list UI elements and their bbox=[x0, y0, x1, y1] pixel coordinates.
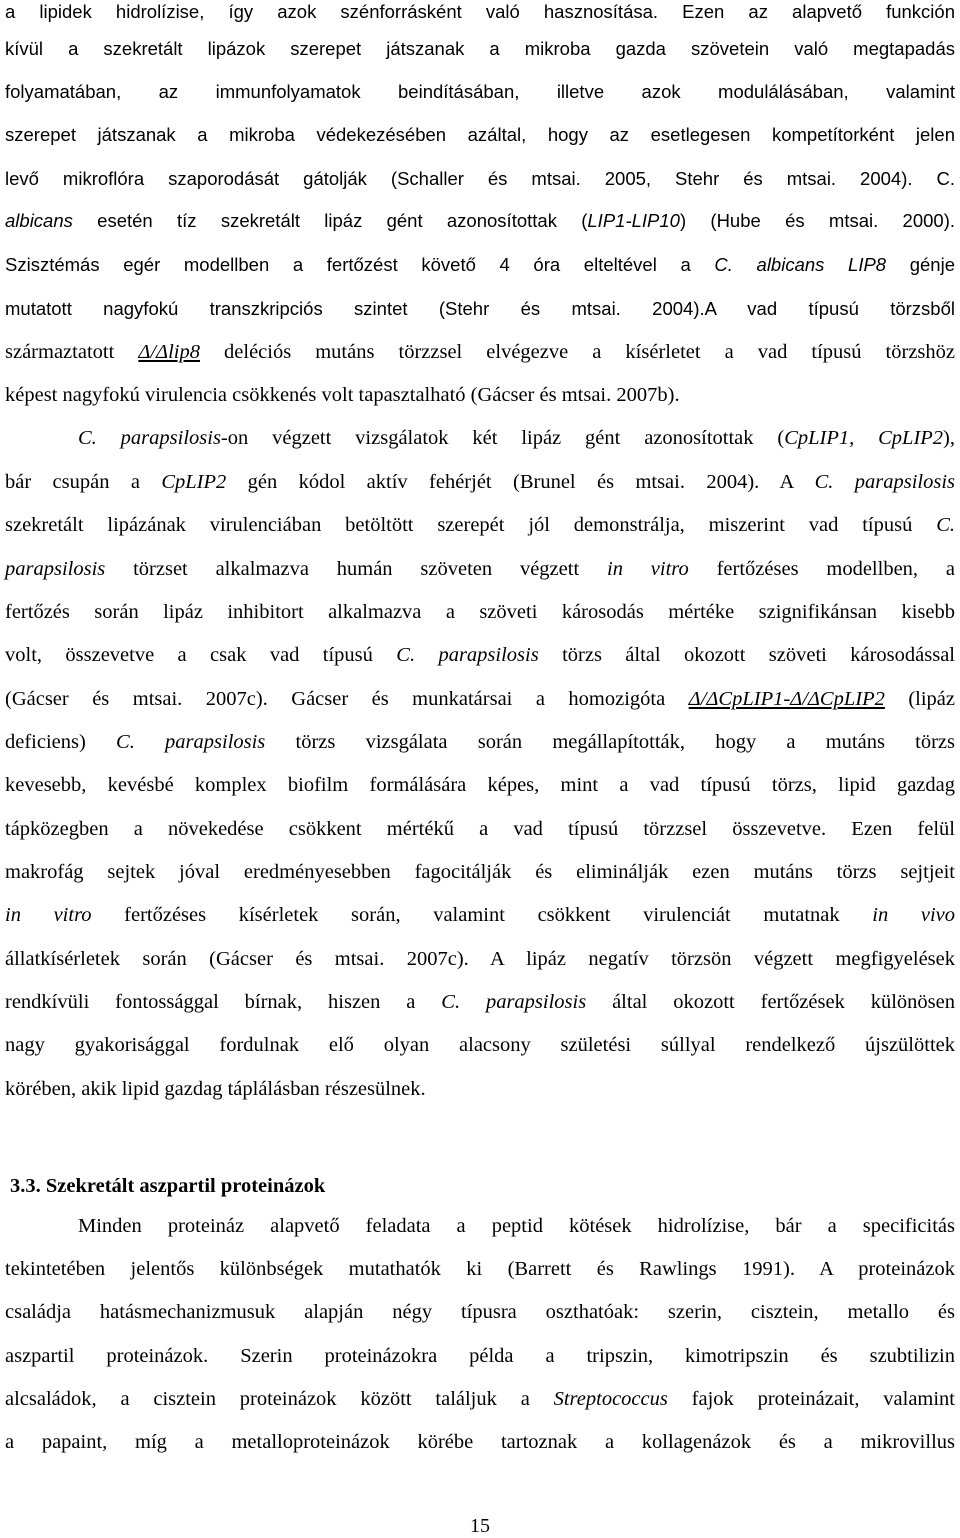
text-span: mutatott nagyfokú transzkripciós szintet (Stehr és mtsai. 2004).A vad típusú törzsből bbox=[5, 298, 955, 319]
text-span: bár csupán a bbox=[5, 471, 162, 493]
text-span: ), bbox=[943, 427, 955, 449]
text-span: körében, akik lipid gazdag táplálásban részesülnek. bbox=[5, 1078, 426, 1100]
text-span: nagy gyakorisággal fordulnak elő olyan alacsony születési súllyal rendelkező újszülöttek bbox=[5, 1034, 955, 1056]
italic-text: LIP1-LIP10 bbox=[587, 210, 680, 231]
text-span: ) (Hube és mtsai. 2000). bbox=[679, 210, 955, 231]
text-span: makrofág sejtek jóval eredményesebben fagocitálják és eliminálják ezen mutáns törzs sejtjeit bbox=[5, 861, 955, 883]
text-span: gén kódol aktív fehérjét (Brunel és mtsai. 2004). A bbox=[226, 471, 815, 493]
text-span: szerepet játszanak a mikroba védekezésében azáltal, hogy az esetlegesen kompetítorként jelen bbox=[5, 124, 955, 145]
italic-text: CpLIP1, CpLIP2 bbox=[784, 427, 944, 449]
text-line bbox=[5, 1257, 955, 1281]
text-line bbox=[5, 513, 955, 537]
text-line bbox=[5, 123, 955, 147]
text-span: -on végzett vizsgálatok két lipáz gént azonosítottak ( bbox=[220, 427, 785, 449]
text-line bbox=[5, 383, 955, 407]
text-span: törzs vizsgálata során megállapították, hogy a mutáns törzs bbox=[265, 731, 955, 753]
text-span: fajok proteinázait, valamint bbox=[667, 1388, 956, 1410]
text-span: a lipidek hidrolízise, így azok szénforrásként való hasznosítása. Ezen az alapvető funkción bbox=[5, 1, 955, 22]
text-span: fertőzés során lipáz inhibitort alkalmazva a szöveti károsodás mértéke szignifikánsan kisebb bbox=[5, 601, 955, 623]
text-line bbox=[5, 860, 955, 884]
text-span: génje bbox=[886, 254, 955, 275]
italic-text: Streptococcus bbox=[553, 1388, 668, 1410]
text-span: szekretált lipázának virulenciában betöltött szerepét jól demonstrálja, miszerint vad típusú bbox=[5, 514, 937, 536]
text-span: (Gácser és mtsai. 2007c). Gácser és munkatársai a homozigóta bbox=[5, 688, 689, 710]
section-heading: 3.3. Szekretált aszpartil proteinázok bbox=[10, 1175, 326, 1197]
underlined-text bbox=[138, 341, 200, 363]
text-span: deficiens) bbox=[5, 731, 117, 753]
underlined-text bbox=[689, 688, 885, 710]
italic-text: in vitro bbox=[5, 904, 92, 926]
text-span: (lipáz bbox=[884, 688, 955, 710]
text-line bbox=[5, 557, 955, 581]
text-span: tekintetében jelentős különbségek mutathatók ki (Barrett és Rawlings 1991). A proteinázok bbox=[5, 1258, 955, 1280]
text-line bbox=[5, 947, 955, 971]
text-span: volt, összevetve a csak vad típusú bbox=[5, 644, 397, 666]
text-line bbox=[5, 209, 955, 233]
text-span: törzset alkalmazva humán szöveten végzett bbox=[105, 558, 607, 580]
text-line bbox=[5, 1077, 955, 1101]
italic-text: C. parapsilosis bbox=[116, 731, 266, 753]
text-span: deléciós mutáns törzzsel elvégezve a kísérletet a vad típusú törzshöz bbox=[199, 341, 956, 363]
text-line bbox=[78, 1214, 955, 1238]
text-span: fertőzéses modellben, a bbox=[688, 558, 955, 580]
text-line bbox=[5, 1300, 955, 1324]
text-line bbox=[5, 643, 955, 667]
text-span: fertőzéses kísérletek során, valamint csökkent virulenciát mutatnak bbox=[91, 904, 873, 926]
text-line bbox=[5, 1387, 955, 1411]
text-line bbox=[5, 1430, 955, 1454]
text-line bbox=[5, 37, 955, 61]
text-line bbox=[5, 297, 955, 321]
text-span: állatkísérletek során (Gácser és mtsai. 2007c). A lipáz negatív törzsön végzett megfigyelések bbox=[5, 948, 955, 970]
text-line bbox=[5, 730, 955, 754]
page-number: 15 bbox=[470, 1515, 490, 1537]
italic-text: albicans bbox=[5, 210, 73, 231]
text-line bbox=[5, 340, 955, 364]
text-line bbox=[5, 817, 955, 841]
text-span: kevesebb, kevésbé komplex biofilm formálására képes, mint a vad típusú törzs, lipid gazdag bbox=[5, 774, 955, 796]
text-span: Szisztémás egér modellben a fertőzést követő 4 óra elteltével a bbox=[5, 254, 715, 275]
text-line bbox=[5, 167, 955, 191]
text-span: rendkívüli fontossággal bírnak, hiszen a bbox=[5, 991, 442, 1013]
text-span: törzs által okozott szöveti károsodással bbox=[538, 644, 955, 666]
text-line bbox=[5, 687, 955, 711]
text-line bbox=[5, 773, 955, 797]
text-span: alcsaládok, a cisztein proteinázok között találjuk a bbox=[5, 1388, 554, 1410]
italic-text: parapsilosis bbox=[5, 558, 106, 580]
text-span: a papaint, míg a metalloproteinázok körébe tartoznak a kollagenázok és a mikrovillus bbox=[5, 1431, 955, 1453]
text-span: által okozott fertőzések különösen bbox=[586, 991, 955, 1013]
text-span: családja hatásmechanizmusuk alapján négy típusra oszthatóak: szerin, cisztein, metallo és bbox=[5, 1301, 955, 1323]
italic-text: CpLIP2 bbox=[161, 471, 227, 493]
italic-text: C. parapsilosis bbox=[814, 471, 956, 493]
text-line bbox=[5, 600, 955, 624]
text-span: levő mikroflóra szaporodását gátolják (Schaller és mtsai. 2005, Stehr és mtsai. 2004). C. bbox=[5, 168, 955, 189]
text-span: aszpartil proteinázok. Szerin proteinázokra példa a tripszin, kimotripszin és szubtilizin bbox=[5, 1345, 955, 1367]
text-line bbox=[5, 470, 955, 494]
italic-text: C. albicans LIP8 bbox=[714, 254, 887, 275]
italic-text: in vitro bbox=[607, 558, 689, 580]
text-line bbox=[5, 903, 955, 927]
text-span: esetén tíz szekretált lipáz gént azonosítottak ( bbox=[72, 210, 588, 231]
text-span: tápközegben a növekedése csökkent mértékű a vad típusú törzzsel összevetve. Ezen felül bbox=[5, 818, 955, 840]
italic-text: in vivo bbox=[872, 904, 955, 926]
text-line bbox=[5, 80, 955, 104]
text-span: folyamatában, az immunfolyamatok beindításában, illetve azok modulálásában, valamint bbox=[5, 81, 955, 102]
text-line bbox=[5, 1033, 955, 1057]
italic-text: C. parapsilosis bbox=[396, 644, 539, 666]
text-line bbox=[5, 253, 955, 277]
text-span: Minden proteináz alapvető feladata a peptid kötések hidrolízise, bár a specificitás bbox=[78, 1215, 955, 1237]
text-line bbox=[5, 0, 955, 24]
text-line bbox=[5, 1344, 955, 1368]
text-line bbox=[5, 990, 955, 1014]
text-span: képest nagyfokú virulencia csökkenés volt tapasztalható (Gácser és mtsai. 2007b). bbox=[5, 384, 680, 406]
text-span: kívül a szekretált lipázok szerepet játszanak a mikroba gazda szövetein való megtapadás bbox=[5, 38, 955, 59]
italic-text: Δ/Δlip8 bbox=[138, 341, 200, 363]
text-line bbox=[78, 426, 955, 450]
italic-text: C. parapsilosis bbox=[78, 427, 221, 449]
italic-text: Δ/ΔCpLIP1-Δ/ΔCpLIP2 bbox=[688, 688, 885, 710]
text-span: származtatott bbox=[5, 341, 139, 363]
italic-text: C. parapsilosis bbox=[441, 991, 587, 1013]
italic-text: C. bbox=[936, 514, 955, 536]
